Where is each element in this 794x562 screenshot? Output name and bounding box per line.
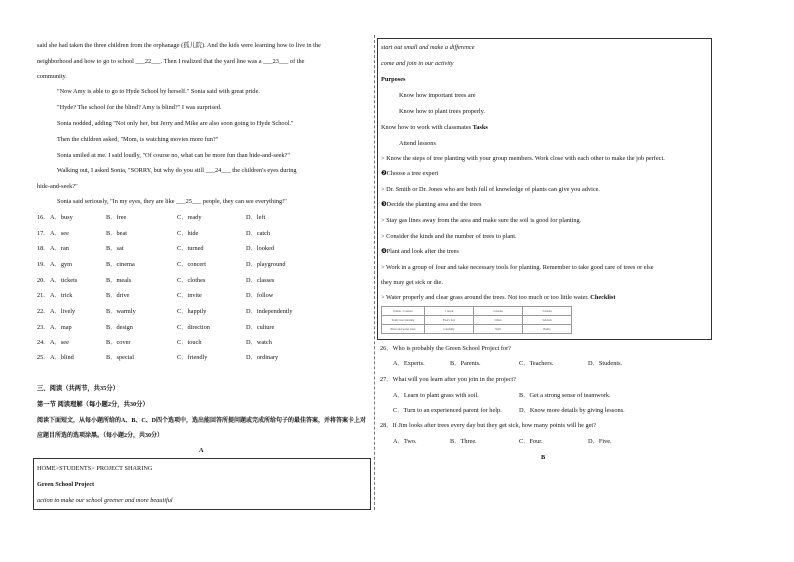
table-cell: Plant and water trees — [382, 325, 425, 334]
option-a: A．map — [50, 324, 72, 331]
instruction-line: 应题目所选的选项涂黑。（每小题2分，共30分） — [37, 433, 164, 439]
breadcrumb: HOME>STUDENTS> PROJECT SHARING — [37, 465, 153, 472]
passage-line: Walking out, I asked Sonia, "SORRY, but why do you still ___24___ the children's eyes during — [57, 167, 297, 174]
column-divider — [374, 35, 375, 510]
purposes-heading: Purposes — [381, 76, 406, 83]
subsection-title: 第一节 阅读理解（每小题2分，共30分） — [37, 401, 149, 408]
option-b: B．warmly — [106, 308, 136, 315]
table-header-cell: Points / Content — [382, 307, 425, 316]
passage-letter: A — [199, 447, 204, 454]
checklist-heading: Checklist — [590, 294, 616, 301]
table-row — [382, 316, 572, 325]
passage-line: said she had taken the three children from the orphanage (孤儿院). And the kids were learning how to live in the — [37, 42, 321, 49]
option-d: D．follow — [246, 292, 274, 299]
passage-letter: B — [541, 454, 546, 461]
option-c: C．clothes — [177, 277, 206, 284]
option-c: C．happily — [177, 308, 207, 315]
purpose-item: Know how to plant trees properly. — [399, 108, 485, 115]
task-item: ❸Decide the planting area and the trees — [381, 201, 482, 208]
option-b: B．design — [106, 324, 133, 331]
table-header-cell: 2 marks — [474, 307, 523, 316]
option-number: 21. — [37, 292, 45, 299]
answer-option: C．Turn to an experienced parent for help. — [393, 407, 502, 414]
option-a: A．busy — [50, 214, 73, 221]
option-a: A．see — [50, 339, 69, 346]
option-d: D．playground — [246, 261, 286, 268]
option-a: A．ran — [50, 245, 69, 252]
task-item: Attend lessons — [399, 140, 436, 147]
option-d: D．classes — [246, 277, 275, 284]
task-detail: > Know the steps of tree planting with your group members. Work close with each other to make the job perfect. — [381, 155, 665, 162]
option-c: C．ready — [177, 214, 202, 221]
passage-line: Sonia said seriously, "In my eyes, they are like ___25___ people, they can see everything!" — [57, 198, 287, 205]
option-c: C．direction — [177, 324, 210, 331]
option-number: 25. — [37, 354, 45, 361]
project-box — [33, 458, 371, 510]
option-b: B．beat — [106, 230, 127, 237]
passage-line: Sonia nodded, adding "Not only her, but Jerry and Mike are also soon going to Hyde School." — [57, 120, 294, 127]
option-number: 16. — [37, 214, 45, 221]
box-line: come and join in our activity — [381, 60, 454, 67]
answer-option: D．Five. — [588, 438, 612, 445]
task-detail: > Dr. Smith or Dr. Jones who are both full of knowledge of plants can give you advice. — [381, 186, 601, 193]
task-text: > Water properly and clear grass around the trees. Not too much or too little water. — [381, 294, 591, 301]
task-detail: > Consider the kinds and the number of trees to plant. — [381, 233, 517, 240]
question-26: 26．Who is probably the Green School Project for? — [380, 345, 511, 352]
task-detail: > Stay gas lines away from the area and make sure the soil is good for planting. — [381, 217, 582, 224]
option-b: B．sat — [106, 245, 124, 252]
passage-line: Then the children asked, "Mom, is watching movies more fun?" — [57, 136, 219, 143]
task-item: ❹Plant and look after the trees — [381, 248, 459, 255]
instruction-line: 阅读下面短文，从每小题所给的A、B、C、D四个选项中，选出能回答所提问题或完成所给句子的最佳答案，并将答案卡上对 — [37, 418, 367, 424]
table-cell: Carefully — [425, 325, 474, 334]
option-c: C．concert — [177, 261, 207, 268]
table-cell: Badly — [523, 325, 572, 334]
table-header-cell: 3 marks — [523, 307, 572, 316]
option-a: A．trick — [50, 292, 73, 299]
option-number: 19. — [37, 261, 45, 268]
passage-line: community. — [37, 73, 67, 80]
option-c: C．invite — [177, 292, 202, 299]
purpose-item: Know how important trees are — [399, 92, 476, 99]
option-d: D．ordinary — [246, 354, 279, 361]
option-b: B．special — [106, 354, 134, 361]
table-cell: Seldom — [523, 316, 572, 325]
task-detail — [381, 294, 615, 302]
option-c: C．turned — [177, 245, 204, 252]
project-box-continued — [377, 38, 712, 340]
option-d: D．looked — [246, 245, 274, 252]
task-item: ❷Choose a tree expert — [381, 170, 439, 177]
passage-line: hide-and-seek?" — [37, 183, 78, 190]
answer-option: A．Two. — [393, 438, 417, 445]
option-d: D．watch — [246, 339, 272, 346]
question-28: 28．If Jim looks after trees every day but they get sick, how many points will he get? — [380, 422, 596, 429]
table-cell: Study tree planting — [382, 316, 425, 325]
option-d: D．independently — [246, 308, 293, 315]
option-b: B．cover — [106, 339, 131, 346]
option-b: B．free — [106, 214, 127, 221]
task-detail: they may get sick or die. — [381, 279, 443, 286]
table-cell: Well — [474, 325, 523, 334]
answer-option: C．Four. — [519, 438, 543, 445]
answer-option: B．Parents. — [450, 360, 481, 367]
option-d: D．culture — [246, 324, 275, 331]
option-b: B．meals — [106, 277, 132, 284]
table-row — [382, 325, 572, 334]
passage-line: neighborhood and how to go to school ___22___. Then I realized that the yard line was a ___23___ of the — [37, 58, 305, 65]
task-detail: > Work in a group of four and take necessary tools for planting. Remember to take good care of trees or else — [381, 264, 654, 271]
section-title: 三、阅读（共两节，共35分） — [37, 385, 119, 392]
answer-option: D．Know more details by giving lessons. — [519, 407, 625, 414]
option-number: 17. — [37, 230, 45, 237]
option-a: A．lively — [50, 308, 76, 315]
answer-option: B．Get a strong sense of teamwork. — [519, 392, 611, 399]
answer-option: B．Three. — [450, 438, 477, 445]
option-a: A．see — [50, 230, 69, 237]
answer-option: C．Teachers. — [519, 360, 554, 367]
table-cell: Every day — [425, 316, 474, 325]
option-a: A．blind — [50, 354, 74, 361]
option-d: D．left — [246, 214, 266, 221]
answer-option: A．Experts. — [393, 360, 425, 367]
option-number: 23. — [37, 324, 45, 331]
option-b: B．drive — [106, 292, 130, 299]
box-line: start out small and make a difference — [381, 44, 475, 51]
passage-line: "Hyde? The school for the blind? Amy is blind?" I was surprised. — [57, 104, 222, 111]
option-a: A．gym — [50, 261, 73, 268]
project-title: Green School Project — [37, 481, 95, 488]
option-number: 18. — [37, 245, 45, 252]
option-number: 24. — [37, 339, 45, 346]
purpose-item — [381, 124, 488, 132]
option-d: D．catch — [246, 230, 271, 237]
option-b: B．cinema — [106, 261, 135, 268]
option-a: A．tickets — [50, 277, 78, 284]
passage-line: Sonia smiled at me. I said loudly, "Of course no, what can be more fun than hide-and-seek?" — [57, 152, 290, 159]
answer-option: D．Students. — [588, 360, 623, 367]
table-cell: Often — [474, 316, 523, 325]
checklist-table — [381, 306, 572, 334]
purpose-text: Know how to work with classmates — [381, 124, 473, 131]
option-number: 22. — [37, 308, 45, 315]
option-c: C．touch — [177, 339, 202, 346]
project-slogan: action to make our school greener and more beautiful — [37, 497, 173, 504]
answer-option: A．Learn to plant grass with soil. — [393, 392, 479, 399]
option-number: 20. — [37, 277, 45, 284]
table-row — [382, 307, 572, 316]
tasks-heading: Tasks — [472, 124, 488, 131]
option-c: C．friendly — [177, 354, 208, 361]
passage-line: "Now Amy is able to go to Hyde School by herself." Sonia said with great pride. — [57, 88, 260, 95]
question-27: 27．What will you learn after you join in the project? — [380, 376, 516, 383]
table-header-cell: 1 mark — [425, 307, 474, 316]
option-c: C．hide — [177, 230, 199, 237]
